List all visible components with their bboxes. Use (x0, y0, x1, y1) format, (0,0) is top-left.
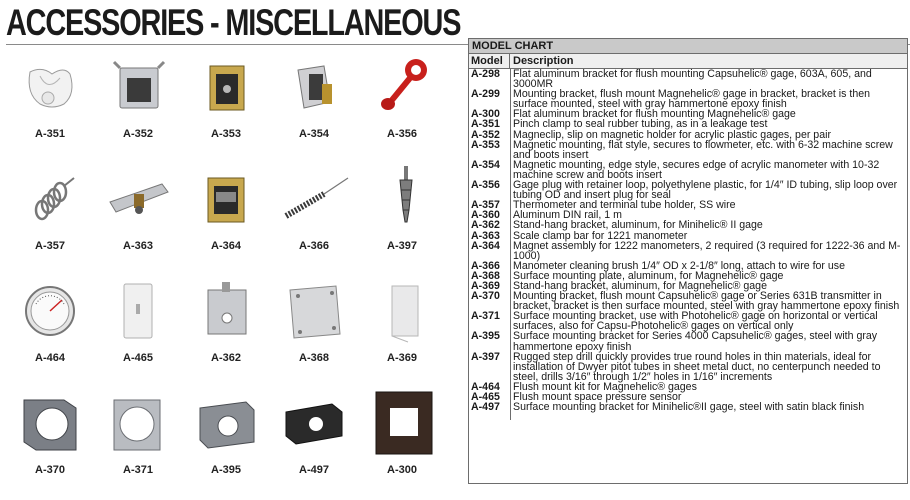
description-cell: Surface mounting bracket for Minihelic®II gage, steel with satin black finish (513, 401, 865, 414)
model-cell: A-370 (471, 290, 500, 303)
description-cell: Surface mounting plate, aluminum, for Magnehelic® gage (513, 269, 784, 282)
product-a351[interactable] (6, 52, 94, 160)
description-cell: Rugged step drill quickly provides true round holes in thin materials, ideal for installation of Dwyer pitot tubes in sheet metal duct, no centerpunch needed to steel, drills 3/16″ through 1/2″ holes in 1/16″ increments (513, 350, 881, 383)
stand-hang-bracket-magnehelic-icon (364, 278, 440, 344)
scale-clamp-bar-icon (100, 166, 176, 232)
stand-hang-bracket-icon (188, 278, 264, 344)
product-a366[interactable] (270, 164, 358, 272)
description-cell: Flush mount space pressure sensor (513, 391, 682, 403)
product-a352[interactable] (94, 52, 182, 160)
gage-plug-icon (364, 54, 440, 120)
model-cell: A-354 (471, 158, 500, 171)
model-cell: A-371 (471, 310, 500, 323)
product-label: A-353 (211, 128, 241, 140)
product-label: A-366 (299, 240, 329, 252)
cleaning-brush-icon (276, 166, 352, 232)
product-label: A-352 (123, 128, 153, 140)
product-a354[interactable] (270, 52, 358, 160)
product-a465[interactable] (94, 276, 182, 384)
minihelic-bracket-icon (276, 390, 352, 456)
table-row (469, 241, 907, 261)
product-label: A-363 (123, 240, 153, 252)
model-cell: A-369 (471, 279, 500, 292)
product-label: A-497 (299, 464, 329, 476)
product-a362[interactable] (182, 276, 270, 384)
flat-bracket-icon (364, 390, 440, 456)
product-a368[interactable] (270, 276, 358, 384)
surface-plate-icon (276, 278, 352, 344)
product-label: A-464 (35, 352, 65, 364)
description-cell: Stand-hang bracket, aluminum, for Magnehelic® gage (513, 279, 767, 292)
model-cell: A-356 (471, 179, 500, 192)
table-row (469, 140, 907, 160)
table-row (469, 180, 907, 200)
model-cell: A-298 (471, 68, 500, 80)
description-cell: Magnetic mounting, edge style, secures edge of acrylic manometer with 10-32 machine screw and boots insert (513, 158, 880, 181)
product-a395[interactable] (182, 388, 270, 496)
product-label: A-368 (299, 352, 329, 364)
product-a357[interactable] (6, 164, 94, 272)
product-label: A-357 (35, 240, 65, 252)
model-cell: A-465 (471, 391, 500, 403)
model-cell: A-464 (471, 380, 500, 393)
table-row (469, 402, 907, 412)
product-a497[interactable] (270, 388, 358, 496)
flush-mount-gage-icon (12, 278, 88, 344)
product-a363[interactable] (94, 164, 182, 272)
model-cell: A-364 (471, 239, 500, 252)
step-drill-icon (364, 166, 440, 232)
description-cell: Magnet assembly for 1222 manometers, 2 required (3 required for 1222-36 and M-1000) (513, 239, 901, 262)
product-label: A-364 (211, 240, 241, 252)
product-label: A-395 (211, 464, 241, 476)
edge-magnet-mount-icon (276, 54, 352, 120)
table-row (469, 331, 907, 351)
table-row (469, 69, 907, 89)
product-label: A-371 (123, 464, 153, 476)
description-cell: Aluminum DIN rail, 1 m (513, 209, 622, 222)
product-a370[interactable] (6, 388, 94, 496)
table-row (469, 291, 907, 311)
description-cell: Flat aluminum bracket for flush mounting Magnehelic® gage (513, 108, 796, 121)
model-chart-rows (469, 69, 907, 412)
description-cell: Stand-hang bracket, aluminum, for Minihelic® II gage (513, 219, 763, 232)
description-cell: Surface mounting bracket for Series 4000 Capsuhelic® gages, steel with gray hammertone epoxy finish (513, 330, 878, 353)
spring-holder-icon (12, 166, 88, 232)
model-cell: A-360 (471, 209, 500, 222)
description-cell: Magnetic mounting, flat style, secures to flowmeter, etc. with 6-32 machine screw and boots insert (513, 138, 893, 161)
product-label: A-369 (387, 352, 417, 364)
product-a364[interactable] (182, 164, 270, 272)
model-chart (468, 38, 908, 484)
pinch-clamp-icon (12, 54, 88, 120)
product-a371[interactable] (94, 388, 182, 496)
model-cell: A-366 (471, 259, 500, 272)
product-a369[interactable] (358, 276, 446, 384)
description-cell: Magneclip, slip on magnetic holder for acrylic plastic gages, per pair (513, 128, 831, 141)
model-cell: A-351 (471, 118, 500, 131)
description-cell: Manometer cleaning brush 1/4″ OD x 2-1/8″ long, attach to wire for use (513, 259, 845, 272)
model-cell: A-353 (471, 138, 500, 151)
product-a397[interactable] (358, 164, 446, 272)
photohelic-bracket-icon (100, 390, 176, 456)
model-cell: A-395 (471, 330, 500, 343)
table-row (469, 89, 907, 109)
model-column-header: Model (469, 54, 510, 68)
product-a464[interactable] (6, 276, 94, 384)
description-cell: Scale clamp bar for 1221 manometer (513, 229, 688, 242)
table-row (469, 220, 907, 230)
model-chart-header (469, 54, 907, 69)
series-4000-bracket-icon (188, 390, 264, 456)
model-cell: A-368 (471, 269, 500, 282)
product-a356[interactable] (358, 52, 446, 160)
product-label: A-370 (35, 464, 65, 476)
mounting-bracket-icon (12, 390, 88, 456)
description-cell: Surface mounting bracket, use with Photohelic® gage on horizontal or vertical surfaces, also for Capsu-Photohelic® gages on vertical only (513, 310, 878, 333)
sensor-plate-icon (100, 278, 176, 344)
description-cell: Thermometer and terminal tube holder, SS wire (513, 199, 736, 212)
description-cell: Pinch clamp to seal rubber tubing, as in a leakage test (513, 118, 768, 131)
product-a353[interactable] (182, 52, 270, 160)
product-label: A-465 (123, 352, 153, 364)
table-row (469, 160, 907, 180)
product-grid (0, 52, 460, 500)
model-cell: A-362 (471, 219, 500, 232)
model-cell: A-300 (471, 108, 500, 121)
model-chart-title: MODEL CHART (469, 39, 907, 54)
model-cell: A-352 (471, 128, 500, 141)
page-title: ACCESSORIES - MISCELLANEOUS (6, 2, 461, 43)
description-cell: Flush mount kit for Magnehelic® gages (513, 380, 697, 393)
product-a300[interactable] (358, 388, 446, 496)
model-cell: A-397 (471, 350, 500, 363)
flat-magnet-mount-icon (188, 54, 264, 120)
description-cell: Flat aluminum bracket for flush mounting Capsuhelic® gage, 603A, 605, and 3000MR (513, 68, 872, 91)
description-cell: Gage plug with retainer loop, polyethylene plastic, for 1/4″ ID tubing, slip loop over tubing OD and insert plug for seal (513, 179, 898, 202)
product-label: A-397 (387, 240, 417, 252)
description-cell: Mounting bracket, flush mount Magnehelic® gage in bracket, bracket is then surface mounted, steel with gray hammertone epoxy finish (513, 88, 871, 111)
model-cell: A-299 (471, 88, 500, 101)
product-label: A-362 (211, 352, 241, 364)
magneclip-icon (100, 54, 176, 120)
description-column-header: Description (513, 55, 574, 67)
product-label: A-300 (387, 464, 417, 476)
description-cell: Mounting bracket, flush mount Capsuhelic® gage or Series 631B transmitter in bracket, bracket is then surface mounted, steel with gray hammertone epoxy finish (513, 290, 900, 313)
model-cell: A-497 (471, 401, 500, 414)
product-label: A-356 (387, 128, 417, 140)
model-cell: A-357 (471, 199, 500, 212)
table-row (469, 311, 907, 331)
model-cell: A-363 (471, 229, 500, 242)
magnet-assembly-icon (188, 166, 264, 232)
table-row (469, 352, 907, 382)
product-label: A-351 (35, 128, 65, 140)
product-label: A-354 (299, 128, 329, 140)
